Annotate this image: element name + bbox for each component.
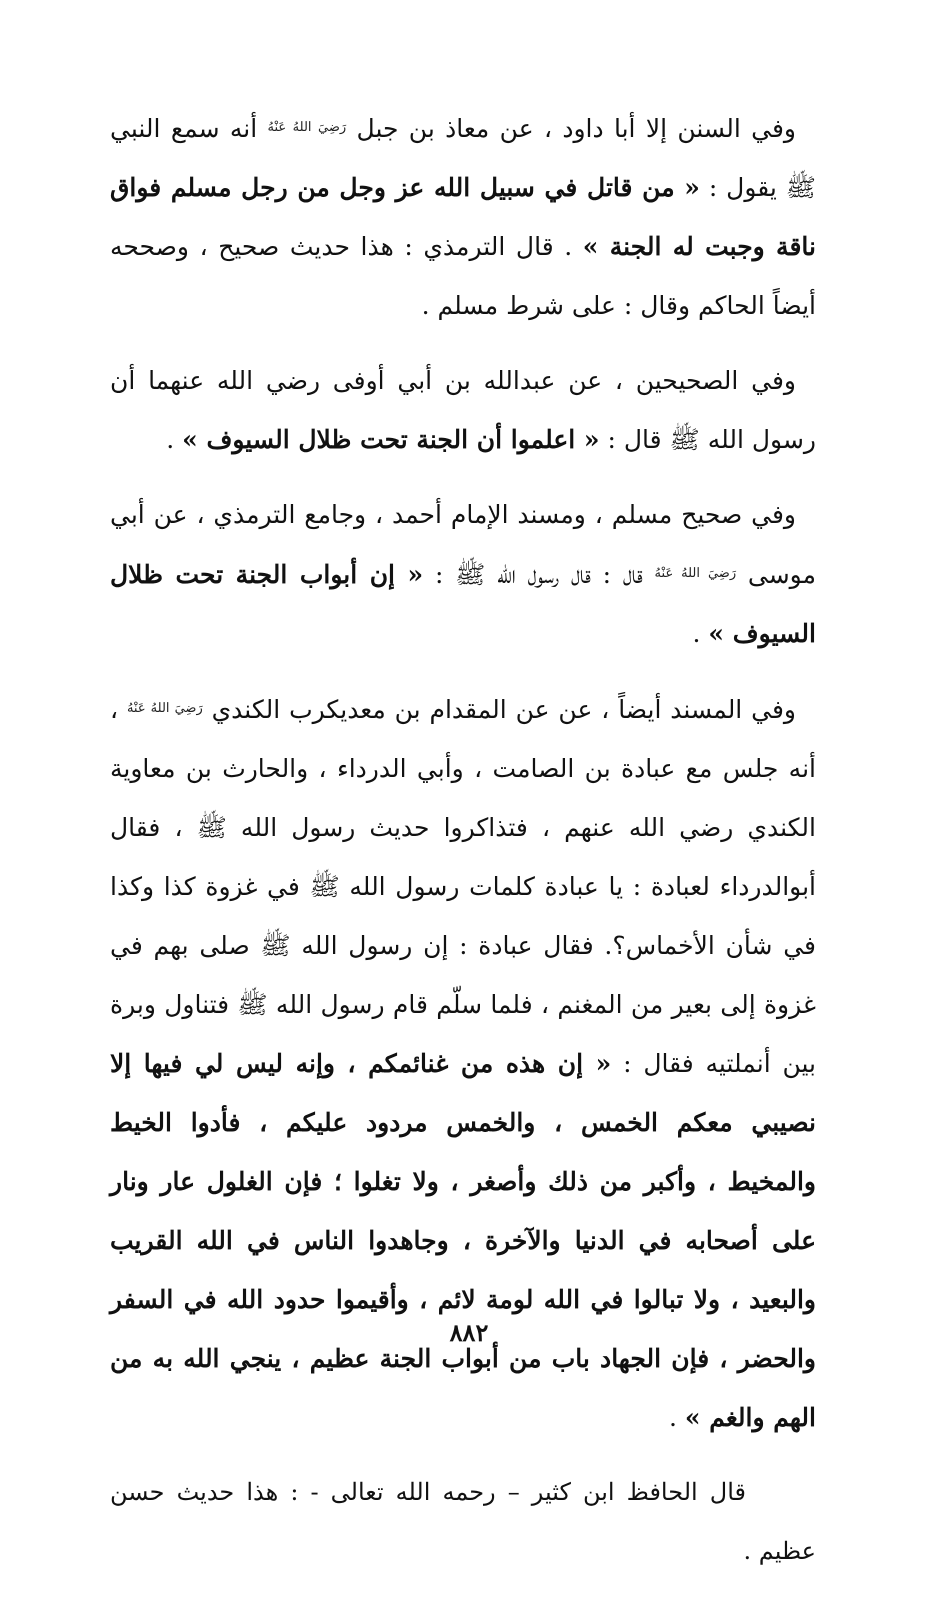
text-segment: وفي المسند أيضاً ، عن عن المقدام بن معديكرب الكندي — [202, 695, 796, 724]
hadith-quote: « إن أبواب الجنة تحت ظلال السيوف » — [110, 560, 816, 648]
page-body — [110, 98, 816, 1597]
text-segment: . — [692, 619, 709, 648]
paragraph-ibn-kathir-comment — [110, 1463, 816, 1581]
page-number: ٨٨٢ — [449, 1318, 489, 1347]
text-segment: أنه سمع النبي ﷺ يقول : — [110, 114, 816, 202]
text-segment: . — [166, 425, 183, 454]
text-segment: ، أنه جلس مع عبادة بن الصامت ، وأبي الدرداء ، والحارث بن معاوية الكندي رضي الله عنهم ، فتذاكروا حديث رسول الله ﷺ ، فقال أبوالدرداء لعبادة : يا عبادة كلمات رسول الله ﷺ في غزوة كذا وكذا في شأن الأخماس؟. فقال عبادة : إن رسول الله ﷺ صلى بهم في غزوة إلى بعير من المغنم ، فلما سلّم قام رسول الله ﷺ فتناول وبرة بين أنملتيه فقال : — [110, 695, 816, 1078]
text-segment: قال الحافظ ابن كثير – رحمه الله تعالى - : هذا حديث حسن عظيم . — [110, 1478, 816, 1565]
honorific-mark: رَضِيَ اللهُ عَنْهُ — [126, 701, 203, 716]
paragraph-sahihayn-hadith — [110, 351, 816, 469]
text-segment: وفي صحيح مسلم ، ومسند الإمام أحمد ، وجامع الترمذي ، عن أبي موسى — [110, 500, 816, 589]
text-segment: . — [669, 1403, 685, 1432]
paragraph-abu-musa-hadith — [110, 485, 816, 663]
honorific-mark: رَضِيَ اللهُ عَنْهُ — [654, 566, 737, 581]
hadith-quote: « إن هذه من غنائمكم ، وإنه ليس لي فيها إلا نصيبي معكم الخمس ، والخمس مردود عليكم ، فأدوا الخيط والمخيط ، وأكبر من ذلك وأصغر ، ولا تغلوا ؛ فإن الغلول عار ونار على أصحابه في الدنيا والآخرة ، وجاهدوا الناس في الله القريب والبعيد ، ولا تبالوا في الله لومة لائم ، وأقيموا حدود الله في السفر والحضر ، فإن الجهاد باب من أبواب الجنة عظيم ، ينجي الله به من الهم والغم » — [110, 1049, 816, 1432]
text-segment: وفي السنن إلا أبا داود ، عن معاذ بن جبل — [346, 114, 796, 143]
honorific-mark: رَضِيَ اللهُ عَنْهُ — [267, 120, 347, 135]
text-segment: وفي الصحيحين ، عن عبدالله بن أبي أوفى رضي الله عنهما أن رسول الله ﷺ قال : — [110, 366, 816, 454]
hadith-quote: « اعلموا أن الجنة تحت ظلال السيوف » — [182, 425, 600, 454]
text-segment: قال : قال رسول الله ﷺ : — [423, 560, 655, 589]
hadith-quote: « من قاتل في سبيل الله عز وجل من رجل مسلم فواق ناقة وجبت له الجنة » — [110, 173, 816, 261]
text-segment: . قال الترمذي : هذا حديث صحيح ، وصححه أيضاً الحاكم وقال : على شرط مسلم . — [110, 232, 816, 320]
paragraph-muadh-hadith — [110, 98, 816, 335]
